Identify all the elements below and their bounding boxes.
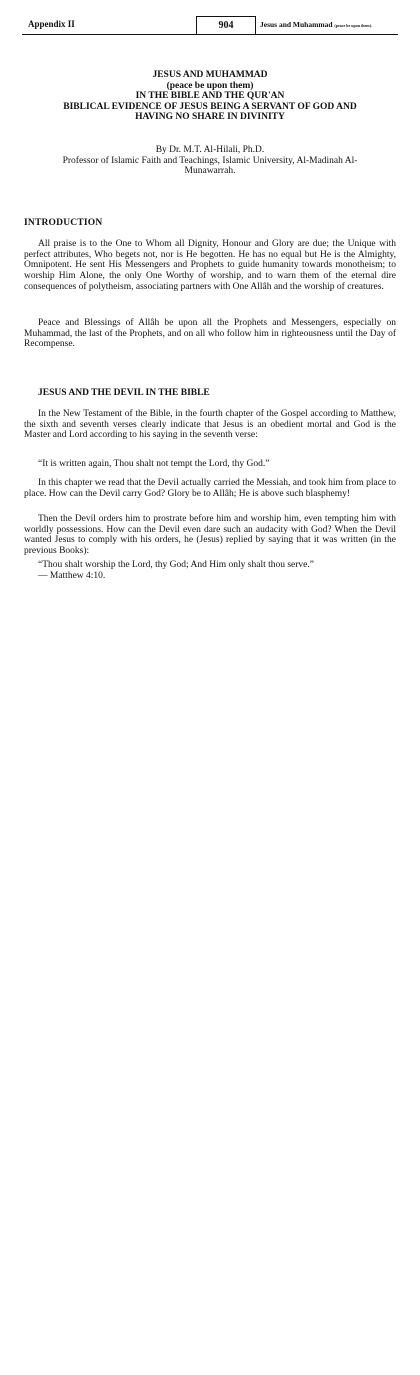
header-section-label: Appendix II: [28, 19, 75, 29]
bible-quote-1: “It is written again, Thou shalt not tempt the Lord, thy God.”: [38, 459, 270, 469]
section-paragraph-1: In the New Testament of the Bible, in the fourth chapter of the Gospel according to Matthew, the sixth and seventh verses clearly indicate that Jesus is an obedient mortal and God is the Master and Lord according to his saying in the seventh verse:: [24, 409, 396, 441]
section-paragraph-3: Then the Devil orders him to prostrate before him and worship him, even tempting him with worldly possessions. How can the Devil even dare such an audacity with God? When the Devil wanted Jesus to comply with his orders, he (Jesus) replied by saying that it was written (in the previous Books):: [24, 514, 396, 557]
running-title-note: (peace be upon them).: [334, 23, 372, 28]
title-line-4: BIBLICAL EVIDENCE OF JESUS BEING A SERVANT OF GOD AND: [63, 101, 357, 112]
author-byline: By Dr. M.T. Al-Hilali, Ph.D.: [155, 145, 265, 155]
introduction-paragraph-1: All praise is to the One to Whom all Dignity, Honour and Glory are due; the Unique with perfect attributes, Who begets not, nor is He begotten. He has no equal but He is the Almighty, Omnipotent. He sent His Messengers and Prophets to guide humanity towards monotheism; to worship Him Alone, the only One Worthy of worship, and to warn them of the eternal dire consequences of polytheism, associating partners with One Allâh and the worship of creatures.: [24, 239, 396, 292]
introduction-heading: INTRODUCTION: [24, 218, 103, 228]
title-line-5: HAVING NO SHARE IN DIVINITY: [135, 112, 285, 122]
introduction-paragraph-2: Peace and Blessings of Allâh be upon all the Prophets and Messengers, especially on Muhammad, the last of the Prophets, and on all who follow him in righteousness until the Day of Recompense.: [24, 318, 396, 350]
title-line-2: (peace be upon them): [166, 80, 254, 91]
author-affiliation-2: Munawarrah.: [184, 166, 236, 176]
author-block: [22, 145, 398, 177]
bible-quote-2: “Thou shalt worship the Lord, thy God; And Him only shalt thou serve.”: [38, 560, 314, 570]
page-number: 904: [196, 16, 256, 34]
page-header: [22, 16, 398, 35]
running-title-text: Jesus and Muhammad: [260, 20, 333, 29]
author-affiliation-1: Professor of Islamic Faith and Teachings, Islamic University, Al-Madinah Al-: [62, 155, 358, 166]
section-paragraph-2: In this chapter we read that the Devil actually carried the Messiah, and took him from place to place. How can the Devil carry God? Glory be to Allâh; He is above such blasphemy!: [24, 478, 396, 499]
section-heading-jesus-devil: JESUS AND THE DEVIL IN THE BIBLE: [38, 388, 210, 398]
running-title: [260, 20, 372, 29]
bible-citation: — Matthew 4:10.: [38, 571, 106, 581]
title-line-3: IN THE BIBLE AND THE QUR'AN: [135, 91, 285, 101]
title-line-1: JESUS AND MUHAMMAD: [152, 70, 268, 80]
document-title: [22, 70, 398, 123]
